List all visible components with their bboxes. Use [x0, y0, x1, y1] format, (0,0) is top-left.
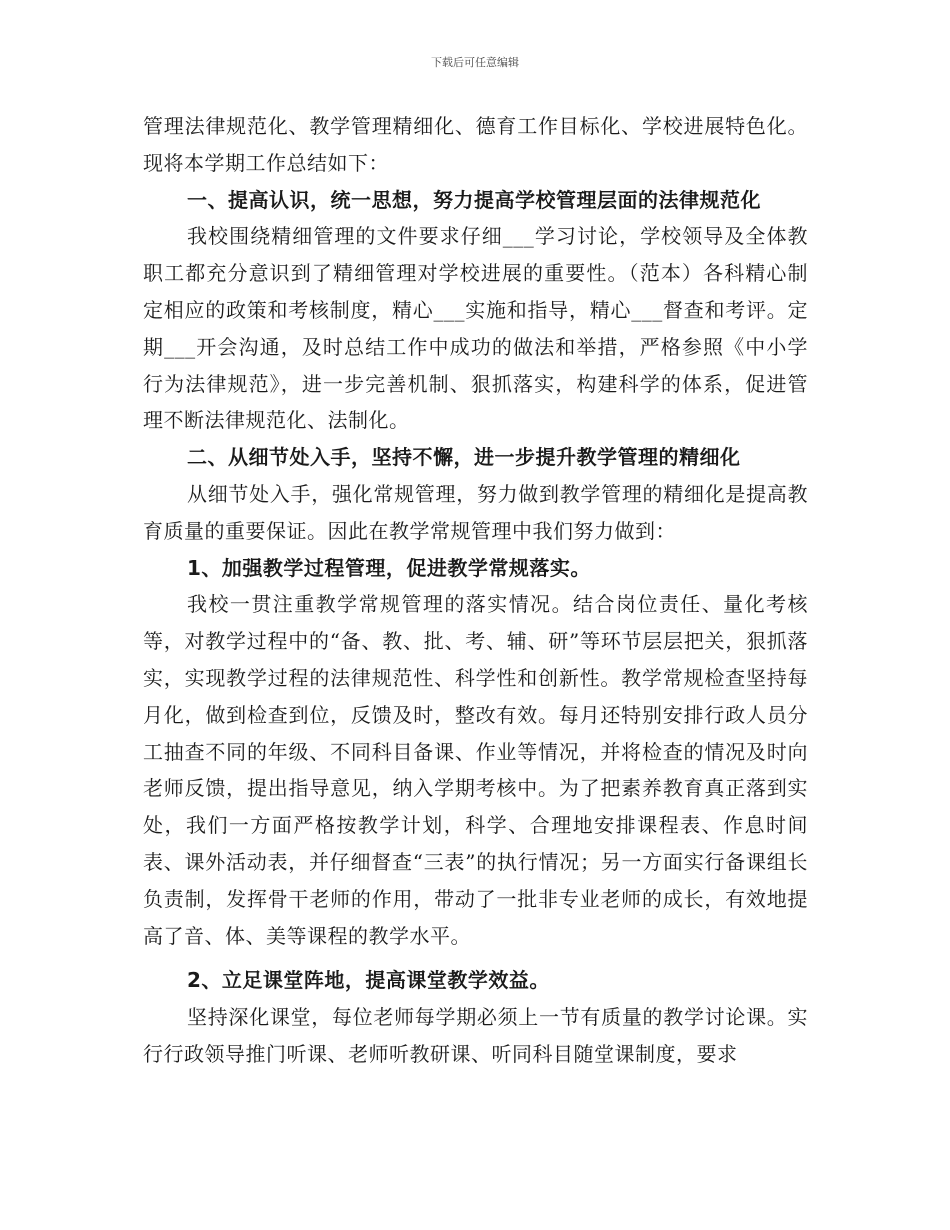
- paragraph-subsection-2: 坚持深化课堂，每位老师每学期必须上一节有质量的教学讨论课。实行行政领导推门听课、老师听教研课、听同科目随堂课制度，要求: [143, 1005, 808, 1066]
- subheading-2: 2、立足课堂阵地，提高课堂教学效益。: [187, 968, 550, 993]
- paragraph-subsection-1: 我校一贯注重教学常规管理的落实情况。结合岗位责任、量化考核等，对教学过程中的“备、教、批、考、辅、研”等环节层层把关，狠抓落实，实现教学过程的法律规范性、科学性和创新性。教学常规检查坚持每月化，做到检查到位，反馈及时，整改有效。每月还特别安排行政人员分工抽查不同的年级、不同科目备课、作业等情况，并将检查的情况及时向老师反馈，提出指导意见，纳入学期考核中。为了把素养教育真正落到实处，我们一方面严格按教学计划，科学、合理地安排课程表、作息时间表、课外活动表，并仔细督查“三表”的执行情况；另一方面实行备课组长负责制，发挥骨干老师的作用，带动了一批非专业老师的成长，有效地提高了音、体、美等课程的教学水平。: [143, 592, 808, 948]
- document-body: [143, 108, 808, 1073]
- paragraph-section-1: 我校围绕精细管理的文件要求仔细___学习讨论，学校领导及全体教职工都充分意识到了精细管理对学校进展的重要性。（范本）各科精心制定相应的政策和考核制度，精心___实施和指导，精心___督查和考评。定期___开会沟通，及时总结工作中成功的做法和举措，严格参照《中小学行为法律规范》，进一步完善机制、狠抓落实，构建科学的体系，促进管理不断法律规范化、法制化。: [143, 224, 808, 433]
- paragraph-section-2-intro: 从细节处入手，强化常规管理，努力做到教学管理的精细化是提高教育质量的重要保证。因此在教学常规管理中我们努力做到：: [143, 481, 808, 543]
- page-header-note: 下载后可任意编辑: [431, 56, 519, 69]
- subheading-1: 1、加强教学过程管理，促进教学常规落实。: [187, 555, 591, 580]
- section-heading-2: 二、从细节处入手，坚持不懈，进一步提升教学管理的精细化: [187, 445, 741, 470]
- section-heading-1: 一、提高认识，统一思想，努力提高学校管理层面的法律规范化: [187, 187, 761, 212]
- paragraph-intro: 管理法律规范化、教学管理精细化、德育工作目标化、学校进展特色化。现将本学期工作总结如下：: [143, 114, 808, 175]
